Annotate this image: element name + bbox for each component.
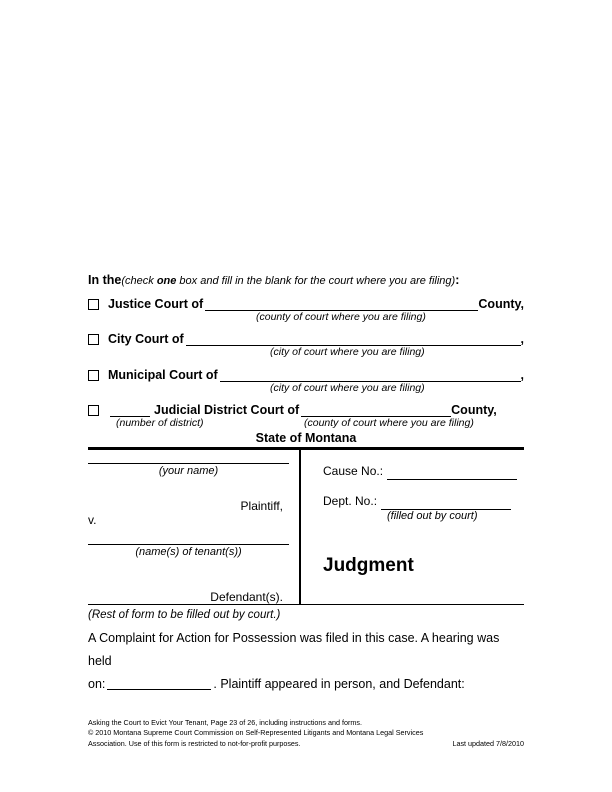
court-option-city-trailing: , [520, 332, 524, 347]
checkbox-justice-court[interactable] [88, 299, 99, 310]
court-option-city-label: City Court of [108, 332, 184, 347]
court-option-district-hint-right: (county of court where you are filing) [304, 417, 474, 430]
court-option-district-hints [88, 418, 524, 430]
court-option-justice-trailing: County, [478, 296, 524, 311]
case-caption-box [88, 447, 524, 605]
form-content [88, 274, 524, 696]
court-option-district-hint-left: (number of district) [116, 417, 204, 430]
plaintiff-name-hint: (your name) [158, 465, 219, 478]
court-option-city[interactable] [88, 332, 524, 359]
instruction-heading [88, 274, 524, 288]
checkbox-municipal-court[interactable] [88, 370, 99, 381]
rest-of-form-note: (Rest of form to be filled out by court.) [88, 609, 281, 622]
instruction-colon: : [455, 273, 460, 287]
footer-line-1: Asking the Court to Evict Your Tenant, Page 23 of 26, including instructions and forms. [88, 718, 362, 727]
court-option-justice-row [88, 297, 524, 312]
court-option-city-hint: (city of court where you are filing) [270, 346, 425, 359]
court-option-justice-label: Justice Court of [108, 296, 204, 311]
caption-case-info-column [301, 450, 524, 604]
court-option-district-label: Judicial District Court of [154, 403, 300, 418]
checkbox-district-court[interactable] [88, 405, 99, 416]
court-option-municipal-trailing: , [520, 367, 524, 382]
court-option-district[interactable] [88, 403, 524, 430]
page-footer [88, 718, 524, 749]
dept-number-row [323, 494, 524, 510]
court-option-city-row [88, 332, 524, 347]
dept-number-input[interactable] [381, 497, 511, 510]
court-option-municipal-label: Municipal Court of [108, 367, 218, 382]
instruction-lead: In the [88, 273, 122, 287]
court-option-municipal[interactable] [88, 368, 524, 395]
footer-line-2: © 2010 Montana Supreme Court Commission on Self-Represented Litigants and Montana Legal Services [88, 728, 424, 738]
hearing-paragraph-part-1: A Complaint for Action for Possession was filed in this case. A hearing was held [88, 630, 500, 668]
defendant-role-label: Defendant(s). [210, 589, 283, 604]
court-option-justice-hint: (county of court where you are filing) [256, 310, 426, 323]
footer-usage-restriction: Association. Use of this form is restricted to not-for-profit purposes. [88, 738, 301, 748]
caption-parties-column [88, 450, 301, 604]
dept-number-label: Dept. No.: [323, 494, 378, 509]
defendant-name-input[interactable] [88, 543, 289, 545]
instruction-hint-before: (check [121, 275, 157, 287]
court-option-municipal-hint: (city of court where you are filing) [270, 381, 425, 394]
defendant-name-hint: (name(s) of tenant(s)) [135, 546, 242, 559]
plaintiff-name-input[interactable] [88, 462, 289, 464]
municipal-court-city-input[interactable] [220, 368, 521, 382]
court-option-district-row [88, 403, 524, 418]
footer-last-updated: Last updated 7/8/2010 [452, 738, 524, 748]
footer-line-3 [88, 739, 524, 749]
instruction-hint-after: box and fill in the blank for the court where you are filing) [176, 275, 456, 287]
cause-number-input[interactable] [387, 467, 517, 480]
checkbox-city-court[interactable] [88, 334, 99, 345]
document-title: Judgment [323, 554, 414, 576]
plaintiff-role-label: Plaintiff, [240, 498, 283, 513]
hearing-date-input[interactable] [107, 677, 211, 690]
state-line: State of Montana [255, 430, 357, 445]
hearing-paragraph [88, 627, 524, 696]
court-option-justice[interactable] [88, 297, 524, 324]
court-option-district-trailing: County, [451, 403, 497, 418]
court-option-municipal-row [88, 368, 524, 383]
instruction-hint [121, 275, 455, 287]
hearing-paragraph-part-2: on: [88, 677, 106, 692]
cause-number-label: Cause No.: [323, 464, 384, 479]
city-court-city-input[interactable] [186, 332, 521, 346]
instruction-hint-emphasis: one [156, 275, 177, 287]
justice-county-input[interactable] [205, 297, 478, 311]
district-number-input[interactable] [110, 403, 150, 417]
hearing-paragraph-part-3: . Plaintiff appeared in person, and Defendant: [213, 677, 465, 692]
versus-label: v. [88, 513, 97, 528]
district-county-input[interactable] [301, 403, 451, 417]
cause-number-row [323, 464, 524, 480]
filled-by-court-hint: (filled out by court) [387, 509, 478, 522]
